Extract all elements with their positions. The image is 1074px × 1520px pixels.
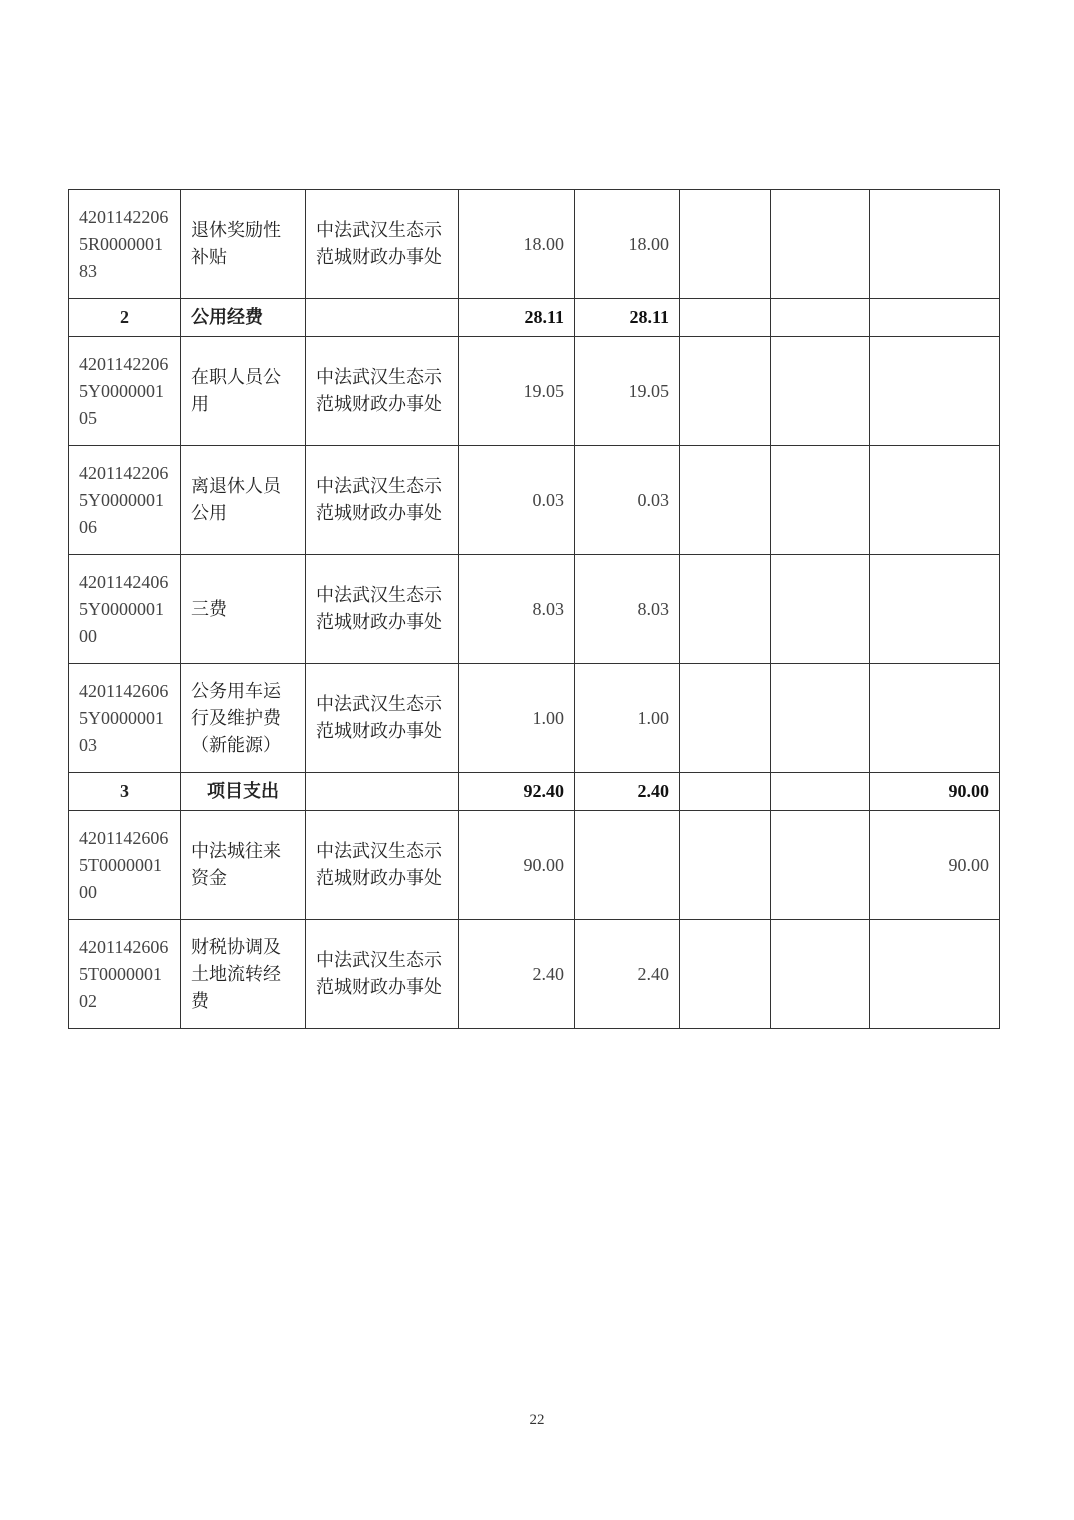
item-col5: 1.00 [575,664,680,773]
item-col7 [771,664,870,773]
group-row [69,299,1000,337]
item-col8 [870,920,1000,1029]
group-name: 项目支出 [181,773,306,811]
item-col7 [771,190,870,299]
item-col5: 2.40 [575,920,680,1029]
item-col7 [771,337,870,446]
group-row [69,773,1000,811]
group-unit [306,299,459,337]
item-code: 42011426065Y000000103 [69,664,181,773]
table-row [69,446,1000,555]
group-total: 28.11 [459,299,575,337]
item-col8: 90.00 [870,811,1000,920]
item-name: 离退休人员公用 [181,446,306,555]
item-unit: 中法武汉生态示范城财政办事处 [306,337,459,446]
item-name: 退休奖励性补贴 [181,190,306,299]
table-row [69,920,1000,1029]
item-total: 90.00 [459,811,575,920]
page-number: 22 [529,1412,545,1428]
group-total: 92.40 [459,773,575,811]
item-col8 [870,190,1000,299]
item-total: 2.40 [459,920,575,1029]
table-row [69,811,1000,920]
item-col5: 19.05 [575,337,680,446]
item-name: 中法城往来资金 [181,811,306,920]
item-col5: 0.03 [575,446,680,555]
item-col5: 8.03 [575,555,680,664]
item-unit: 中法武汉生态示范城财政办事处 [306,664,459,773]
item-unit: 中法武汉生态示范城财政办事处 [306,920,459,1029]
group-col7 [771,773,870,811]
table-row [69,664,1000,773]
item-col5 [575,811,680,920]
item-col6 [680,190,771,299]
item-total: 19.05 [459,337,575,446]
group-col5: 2.40 [575,773,680,811]
item-code: 42011422065Y000000105 [69,337,181,446]
item-col8 [870,664,1000,773]
item-total: 1.00 [459,664,575,773]
group-col8: 90.00 [870,773,1000,811]
item-name: 公务用车运行及维护费（新能源） [181,664,306,773]
item-code: 42011424065Y000000100 [69,555,181,664]
item-col6 [680,664,771,773]
group-col6 [680,299,771,337]
item-code: 42011426065T000000102 [69,920,181,1029]
budget-table [68,189,1000,1029]
group-index: 2 [69,299,181,337]
group-col6 [680,773,771,811]
item-name: 在职人员公用 [181,337,306,446]
table-row [69,190,1000,299]
table-row [69,337,1000,446]
item-code: 42011426065T000000100 [69,811,181,920]
item-col7 [771,555,870,664]
group-col7 [771,299,870,337]
item-col6 [680,446,771,555]
item-total: 8.03 [459,555,575,664]
item-col6 [680,811,771,920]
item-unit: 中法武汉生态示范城财政办事处 [306,446,459,555]
item-col8 [870,337,1000,446]
group-index: 3 [69,773,181,811]
item-col8 [870,446,1000,555]
item-col6 [680,337,771,446]
group-col8 [870,299,1000,337]
item-col6 [680,555,771,664]
item-col6 [680,920,771,1029]
item-unit: 中法武汉生态示范城财政办事处 [306,811,459,920]
item-code: 42011422065Y000000106 [69,446,181,555]
group-unit [306,773,459,811]
group-name: 公用经费 [181,299,306,337]
table-row [69,555,1000,664]
item-unit: 中法武汉生态示范城财政办事处 [306,190,459,299]
item-col8 [870,555,1000,664]
item-name: 财税协调及土地流转经费 [181,920,306,1029]
item-total: 18.00 [459,190,575,299]
group-col5: 28.11 [575,299,680,337]
item-name: 三费 [181,555,306,664]
item-unit: 中法武汉生态示范城财政办事处 [306,555,459,664]
item-code: 42011422065R000000183 [69,190,181,299]
item-col7 [771,446,870,555]
item-col5: 18.00 [575,190,680,299]
item-total: 0.03 [459,446,575,555]
item-col7 [771,811,870,920]
item-col7 [771,920,870,1029]
